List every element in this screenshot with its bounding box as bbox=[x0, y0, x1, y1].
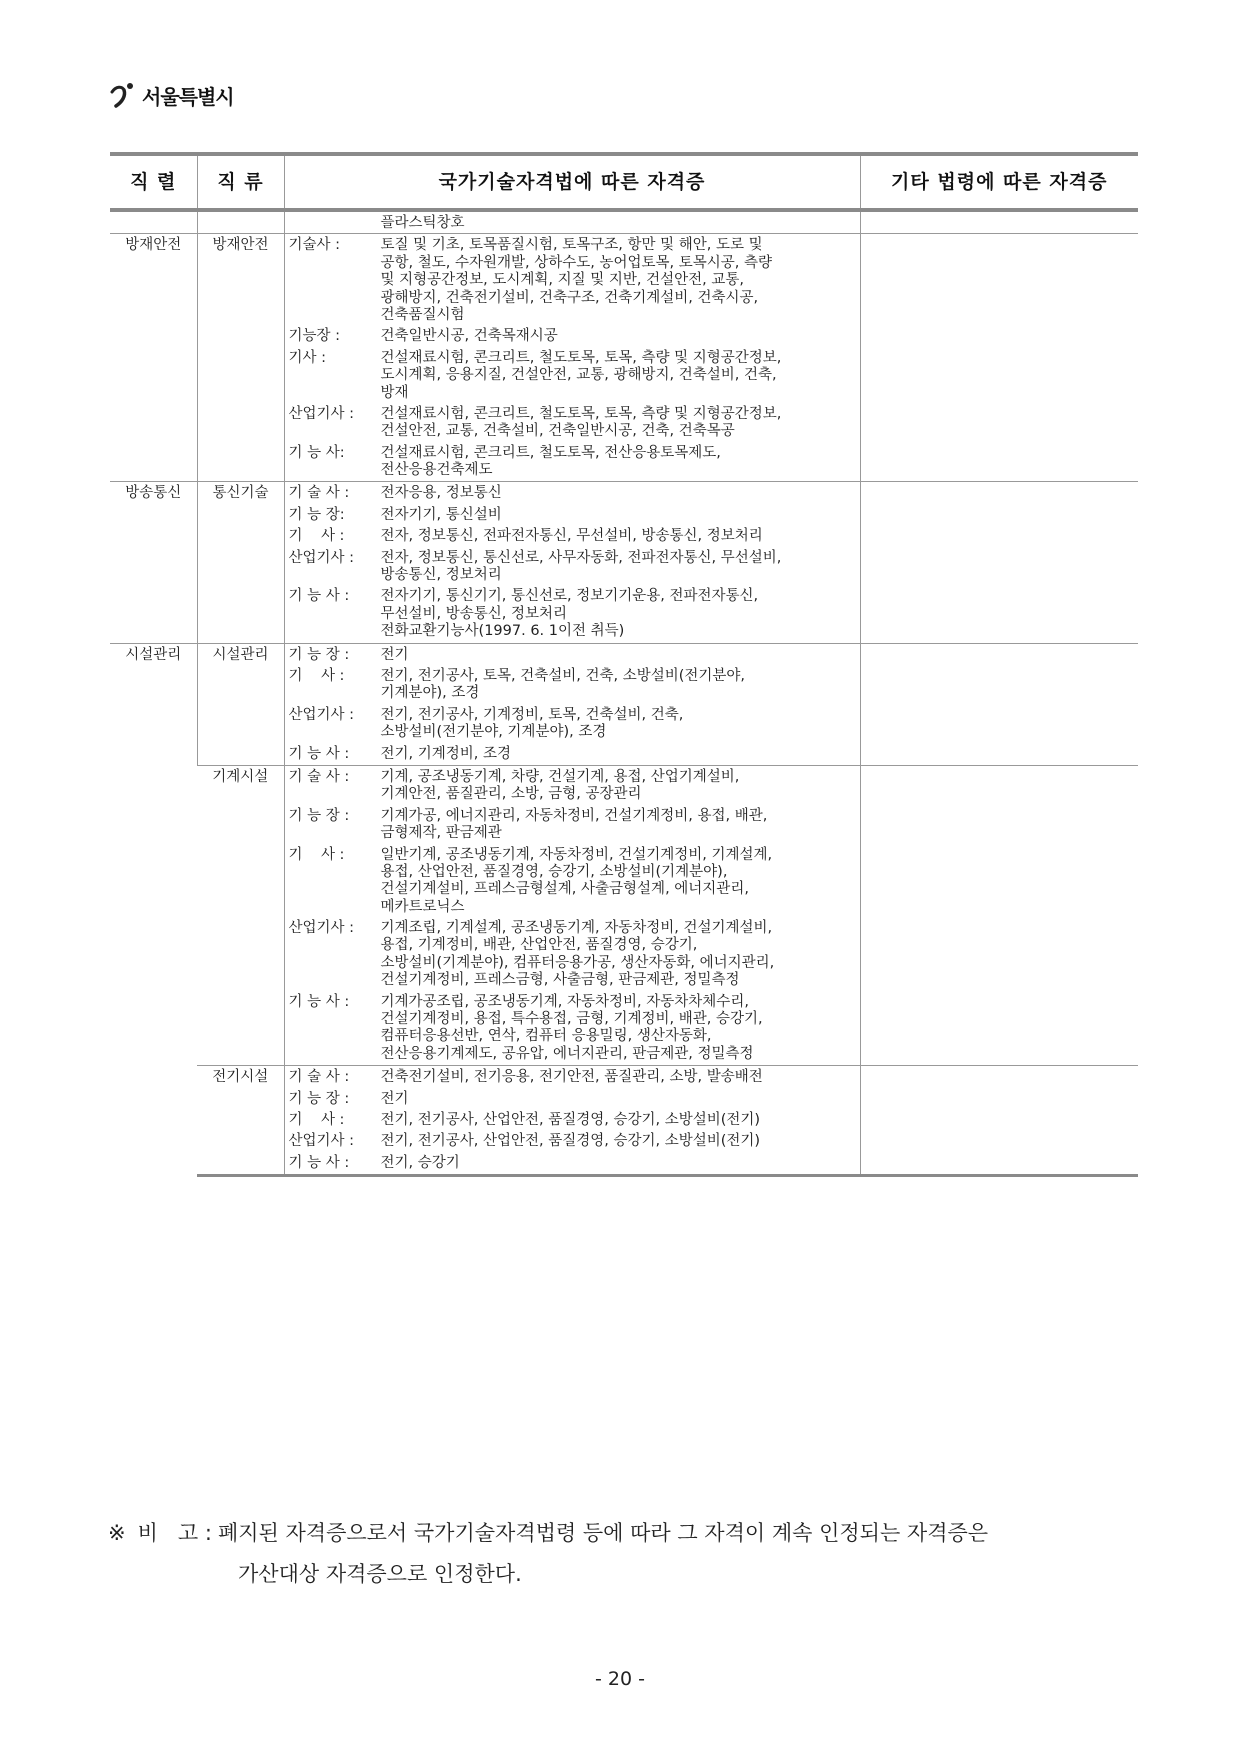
cert-entry: 기 능 사 : 전기, 기계정비, 조경 bbox=[288, 745, 511, 762]
category-cell: 전기시설 bbox=[197, 1066, 284, 1176]
cert-cell bbox=[284, 234, 860, 482]
cert-grade-label: 기 능 사: bbox=[288, 444, 345, 461]
series-cell: 시설관리 bbox=[110, 643, 197, 1176]
cert-grade-label: 기사 : bbox=[288, 349, 327, 366]
table-row bbox=[110, 643, 1138, 765]
cert-grade-label: 기 능 사 : bbox=[288, 1154, 350, 1171]
cert-entry: 산업기사 : 기계조립, 기계설계, 공조냉동기계, 자동차정비, 건설기계설비, 용접, 기계정비, 배관, 산업안전, 품질경영, 승강기, 소방설비(기계분야), 컴퓨터응용가공, 생산자동화, 에너지관리, 건설기계정비, 프레스금형, 사출금형, 판금제관, 정밀측정 bbox=[288, 920, 775, 989]
cert-entry: 기 술 사 : 건축전기설비, 전기응용, 전기안전, 품질관리, 소방, 발송배전 bbox=[288, 1069, 763, 1086]
cert-entry: 기 능 사 : 전자기기, 통신기기, 통신선로, 정보기기운용, 전파전자통신, 무선설비, 방송통신, 정보처리 전화교환기능사(1997. 6. 1이전 취득) bbox=[289, 588, 856, 640]
cert-cell bbox=[284, 765, 860, 1065]
cert-entry: 기 술 사 : 기계, 공조냉동기계, 차량, 건설기계, 용접, 산업기계설비, 기계안전, 품질관리, 소방, 금형, 공장관리 bbox=[288, 768, 740, 803]
cert-grade-label: 기 술 사 : bbox=[288, 1069, 350, 1086]
table-row bbox=[110, 765, 1138, 1065]
cert-entry: 산업기사 : 전기, 전기공사, 산업안전, 품질경영, 승강기, 소방설비(전기) bbox=[288, 1133, 761, 1150]
cert-cell bbox=[284, 210, 860, 234]
cert-grade-label: 기 사 : bbox=[288, 1111, 345, 1128]
cert-entry: 기 술 사 : 전자응용, 정보통신 bbox=[288, 485, 502, 502]
cert-grade-label: 기 능 장 : bbox=[288, 807, 350, 824]
note-line1: 폐지된 자격증으로서 국가기술자격법령 등에 따라 그 자격이 계속 인정되는 자격증은 bbox=[217, 1521, 989, 1545]
qualification-table bbox=[110, 152, 1138, 1177]
table-row bbox=[110, 1066, 1138, 1176]
table-header-row bbox=[110, 154, 1138, 210]
note-label: 비 고 : bbox=[137, 1521, 212, 1545]
cert-grade-label: 기 술 사 : bbox=[288, 485, 350, 502]
cert-entry: 기 능 장 : 기계가공, 에너지관리, 자동차정비, 건설기계정비, 용접, 배관, 금형제작, 판금제관 bbox=[288, 807, 768, 842]
cert-entry: 기 사 : 전자, 정보통신, 전파전자통신, 무선설비, 방송통신, 정보처리 bbox=[288, 528, 763, 545]
cert-grade-label: 기 능 사 : bbox=[288, 993, 350, 1010]
cert-grade-label: 기 사 : bbox=[288, 667, 345, 684]
cert-grade-label: 기 능 사 : bbox=[288, 745, 350, 762]
series-cell: 방재안전 bbox=[110, 234, 197, 482]
cert-grade-label: 기 사 : bbox=[288, 846, 345, 863]
cert-grade-label: 산업기사 : bbox=[288, 706, 355, 723]
cert-entry: 기 능 장: 전자기기, 통신설비 bbox=[288, 506, 502, 523]
cert-entry: 기사 : 건설재료시험, 콘크리트, 철도토목, 토목, 측량 및 지형공간정보, 도시계획, 응용지질, 건설안전, 교통, 광해방지, 건축설비, 건축, 방재 bbox=[288, 349, 782, 401]
cert-grade-label: 기능장 : bbox=[288, 328, 341, 345]
cert-cell bbox=[284, 1066, 860, 1176]
cert-cell bbox=[284, 482, 860, 643]
cert-grade-label: 산업기사 : bbox=[288, 405, 355, 422]
category-cell: 기계시설 bbox=[197, 765, 284, 1065]
cert-entry: 산업기사 : 전기, 전기공사, 기계정비, 토목, 건축설비, 건축, 소방설비(전기분야, 기계분야), 조경 bbox=[288, 706, 684, 741]
cert-entry: 기 사 : 전기, 전기공사, 산업안전, 품질경영, 승강기, 소방설비(전기) bbox=[288, 1111, 761, 1128]
cert-entry: 기 사 : 일반기계, 공조냉동기계, 자동차정비, 건설기계정비, 기계설계, 용접, 산업안전, 품질경영, 승강기, 소방설비(기계분야), 건설기계설비, 프레스금형설계, 사출금형설계, 에너지관리, 메카트로닉스 bbox=[288, 846, 773, 915]
table-row bbox=[110, 210, 1138, 234]
header-category: 직 류 bbox=[197, 154, 284, 210]
cert-entry: 산업기사 : 건설재료시험, 콘크리트, 철도토목, 토목, 측량 및 지형공간정보, 건설안전, 교통, 건축설비, 건축일반시공, 건축, 건축목공 bbox=[288, 405, 782, 440]
cert-grade-label: 기 술 사 : bbox=[288, 768, 350, 785]
category-cell: 통신기술 bbox=[197, 482, 284, 643]
extra-cert: 전화교환기능사(1997. 6. 1이전 취득) bbox=[380, 623, 625, 640]
seoul-logo-icon bbox=[108, 80, 138, 110]
cert-cell bbox=[284, 643, 860, 765]
table-row bbox=[110, 234, 1138, 482]
cert-grade-label: 산업기사 : bbox=[288, 920, 355, 937]
table-row bbox=[110, 482, 1138, 643]
cert-grade-label: 기 능 사 : bbox=[288, 588, 350, 605]
header-series: 직 렬 bbox=[110, 154, 197, 210]
cert-grade-label: 기술사 : bbox=[288, 237, 341, 254]
cert-entry: 기술사 : 토질 및 기초, 토목품질시험, 토목구조, 항만 및 해안, 도로 및 공항, 철도, 수자원개발, 상하수도, 농어업토목, 토목시공, 측량 및 지형공간정보, 도시계획, 지질 및 지반, 건설안전, 교통, 광해방지, 건축전기설비, 건축구조, 건축기계설비, 건축시공, 건축품질시험 bbox=[288, 237, 772, 323]
header-national-certs: 국가기술자격법에 따른 자격증 bbox=[284, 154, 860, 210]
remarks-note bbox=[108, 1513, 1148, 1595]
note-mark: ※ bbox=[108, 1521, 126, 1545]
cert-grade-label: 기 능 장 : bbox=[288, 1090, 350, 1107]
cert-grade-label: 산업기사 : bbox=[288, 1133, 355, 1150]
cert-entry: 기 능 사: 건설재료시험, 콘크리트, 철도토목, 전산응용토목제도, 전산응용건축제도 bbox=[288, 444, 721, 479]
note-line2: 가산대상 자격증으로 인정한다. bbox=[238, 1561, 522, 1586]
cert-entry: 기 능 장 : 전기 bbox=[288, 646, 409, 663]
logo-text: 서울특별시 bbox=[142, 84, 234, 109]
cert-entry: 기 능 사 : 기계가공조립, 공조냉동기계, 자동차정비, 자동차차체수리, 건설기계정비, 용접, 특수용접, 금형, 기계정비, 배관, 승강기, 컴퓨터응용선반, 연삭, 컴퓨터 응용밀링, 생산자동화, 전산응용기계제도, 공유압, 에너지관리, 판금제관, 정밀측정 bbox=[288, 993, 763, 1062]
cert-entry: 기 능 장 : 전기 bbox=[288, 1090, 409, 1107]
cert-grade-label: 산업기사 : bbox=[288, 549, 355, 566]
cert-grade-label: 기 능 장: bbox=[288, 506, 345, 523]
cert-entry: 기능장 : 건축일반시공, 건축목재시공 bbox=[288, 328, 558, 345]
continuation-text: 플라스틱창호 bbox=[380, 215, 465, 231]
cert-grade-label: 기 사 : bbox=[288, 528, 345, 545]
category-cell: 방재안전 bbox=[197, 234, 284, 482]
header-other-certs: 기타 법령에 따른 자격증 bbox=[860, 154, 1138, 210]
series-cell: 방송통신 bbox=[110, 482, 197, 643]
category-cell: 시설관리 bbox=[197, 643, 284, 765]
cert-entry: 산업기사 : 전자, 정보통신, 통신선로, 사무자동화, 전파전자통신, 무선설비, 방송통신, 정보처리 bbox=[288, 549, 782, 584]
page-number: - 20 - bbox=[595, 1668, 645, 1690]
header-logo bbox=[108, 80, 234, 110]
cert-entry: 기 사 : 전기, 전기공사, 토목, 건축설비, 건축, 소방설비(전기분야, 기계분야), 조경 bbox=[288, 667, 746, 702]
cert-entry: 기 능 사 : 전기, 승강기 bbox=[288, 1154, 460, 1171]
cert-grade-label: 기 능 장 : bbox=[288, 646, 350, 663]
